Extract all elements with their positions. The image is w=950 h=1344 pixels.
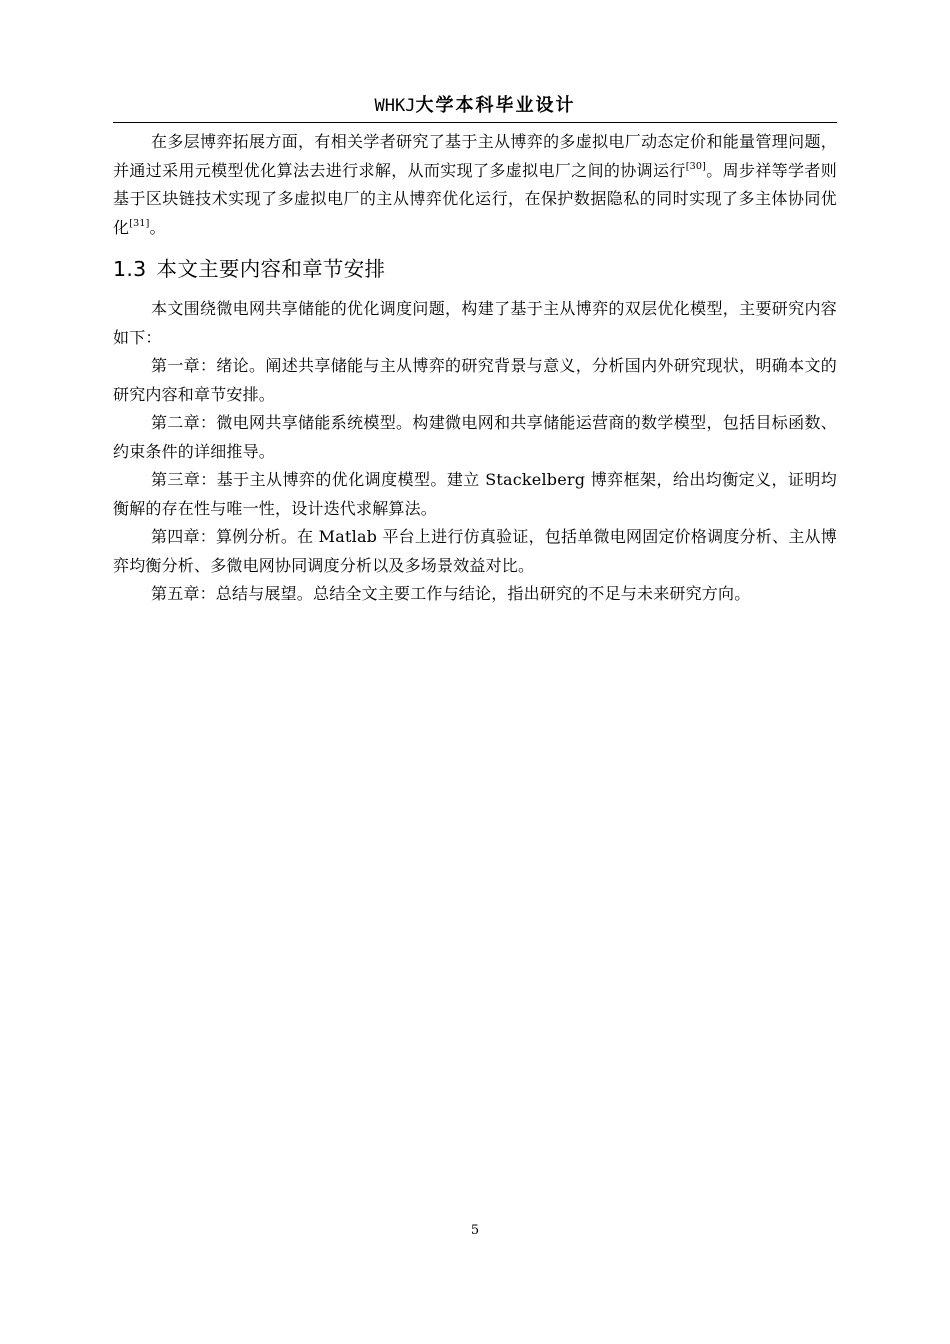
header-divider	[113, 122, 837, 123]
paragraph-chapter-1: 第一章：绪论。阐述共享储能与主从博弈的研究背景与意义，分析国内外研究现状，明确本文的研究内容和章节安排。	[113, 356, 837, 404]
citation-31: [31]	[129, 217, 150, 229]
citation-30: [30]	[685, 160, 707, 172]
header-brand: WHKJ	[374, 96, 416, 116]
intro-paragraph	[113, 128, 837, 242]
intro-text-2: 。周步祥等学者则基于区块链技术实现了多虚拟电厂的主从博弈优化运行，在保护数据隐私的同时实现了多主体协同优化	[113, 160, 837, 237]
paragraph-chapter-4: 第四章：算例分析。在 Matlab 平台上进行仿真验证，包括单微电网固定价格调度分析、主从博弈均衡分析、多微电网协同调度分析以及多场景效益对比。	[113, 527, 837, 575]
section-title: 本文主要内容和章节安排	[156, 257, 386, 281]
content-block	[113, 295, 837, 609]
intro-block	[113, 128, 837, 242]
intro-text-3: 。	[149, 217, 166, 237]
page-header	[113, 93, 837, 119]
paragraph-chapter-2: 第二章：微电网共享储能系统模型。构建微电网和共享储能运营商的数学模型，包括目标函数、约束条件的详细推导。	[113, 413, 837, 461]
page-number: 5	[470, 1223, 480, 1238]
section-number: 1.3	[113, 257, 147, 281]
paragraph-overview: 本文围绕微电网共享储能的优化调度问题，构建了基于主从博弈的双层优化模型，主要研究内容如下：	[113, 299, 837, 347]
paragraph-chapter-5: 第五章：总结与展望。总结全文主要工作与结论，指出研究的不足与未来研究方向。	[151, 584, 751, 603]
intro-text-1: 在多层博弈拓展方面，有相关学者研究了基于主从博弈的多虚拟电厂动态定价和能量管理问题，并通过采用元模型优化算法去进行求解，从而实现了多虚拟电厂之间的协调运行	[113, 132, 837, 180]
paragraph-chapter-3: 第三章：基于主从博弈的优化调度模型。建立 Stackelberg 博弈框架，给出均衡定义，证明均衡解的存在性与唯一性，设计迭代求解算法。	[113, 470, 837, 518]
section-heading	[113, 254, 385, 284]
header-title: 大学本科毕业设计	[415, 95, 576, 116]
